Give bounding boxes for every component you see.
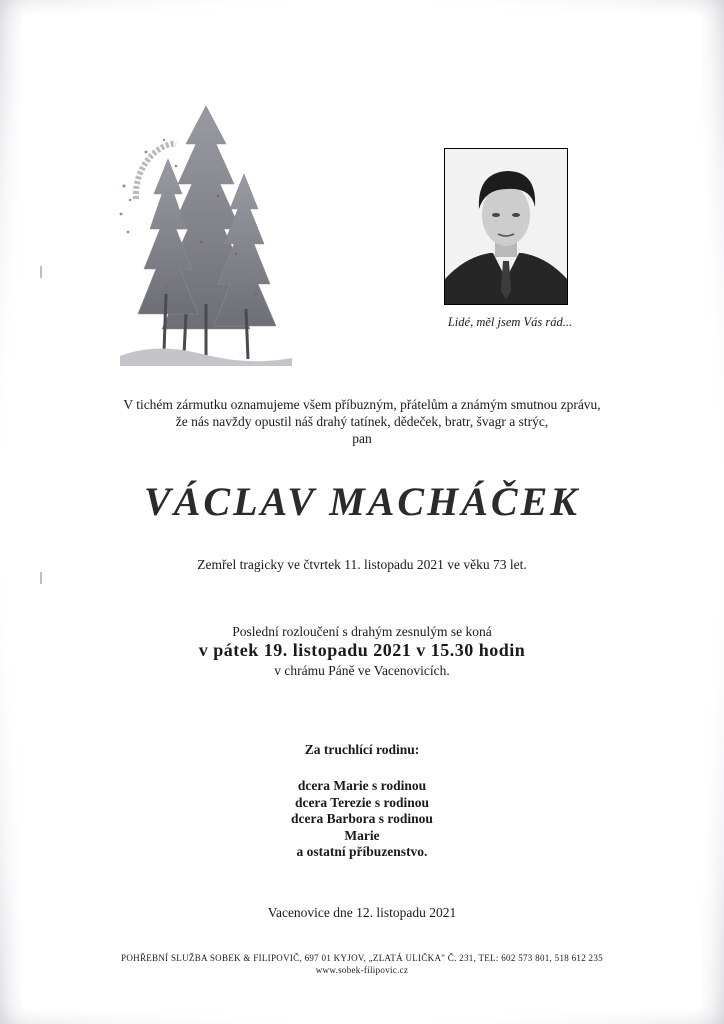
portrait-photo <box>444 148 568 305</box>
death-notice: Zemřel tragicky ve čtvrtek 11. listopadu 2021 ve věku 73 let. <box>197 557 527 572</box>
farewell-date-time: v pátek 19. listopadu 2021 v 15.30 hodin <box>198 640 526 660</box>
intro-line: že nás navždy opustil náš drahý tatínek, dědeček, bratr, švagr a strýc, <box>175 414 549 429</box>
deceased-name: VÁCLAV MACHÁČEK <box>144 479 580 524</box>
farewell-intro: Poslední rozloučení s drahým zesnulým se koná <box>232 624 492 639</box>
footer <box>0 952 724 976</box>
trees-illustration <box>106 104 298 374</box>
intro-text <box>0 396 724 447</box>
mourner-item: dcera Terezie s rodinou <box>294 794 430 810</box>
dateline: Vacenovice dne 12. listopadu 2021 <box>267 905 457 920</box>
scan-mark <box>40 266 42 278</box>
footer-company: POHŘEBNÍ SLUŽBA SOBEK & FILIPOVIČ, 697 01 KYJOV, „ZLATÁ ULIČKA" Č. 231, TEL: 602 573 801, 518 612 235 <box>121 953 603 963</box>
farewell-place: v chrámu Páně ve Vacenovicích. <box>274 663 450 678</box>
mourner-item: dcera Barbora s rodinou <box>291 811 433 826</box>
mourner-item: dcera Marie s rodinou <box>297 778 427 793</box>
mourner-item: Marie <box>344 827 380 843</box>
scan-mark <box>40 572 42 584</box>
mourner-item: a ostatní příbuzenstvo. <box>296 844 428 859</box>
mourners-heading: Za truchlící rodinu: <box>304 742 420 757</box>
footer-website: www.sobek-filipovic.cz <box>315 965 409 975</box>
intro-line: pan <box>352 431 372 446</box>
photo-caption: Lidé, měl jsem Vás rád... <box>447 315 573 329</box>
intro-line: V tichém zármutku oznamujeme všem příbuzným, přátelům a známým smutnou zprávu, <box>123 397 601 412</box>
mourners-list <box>0 778 724 861</box>
